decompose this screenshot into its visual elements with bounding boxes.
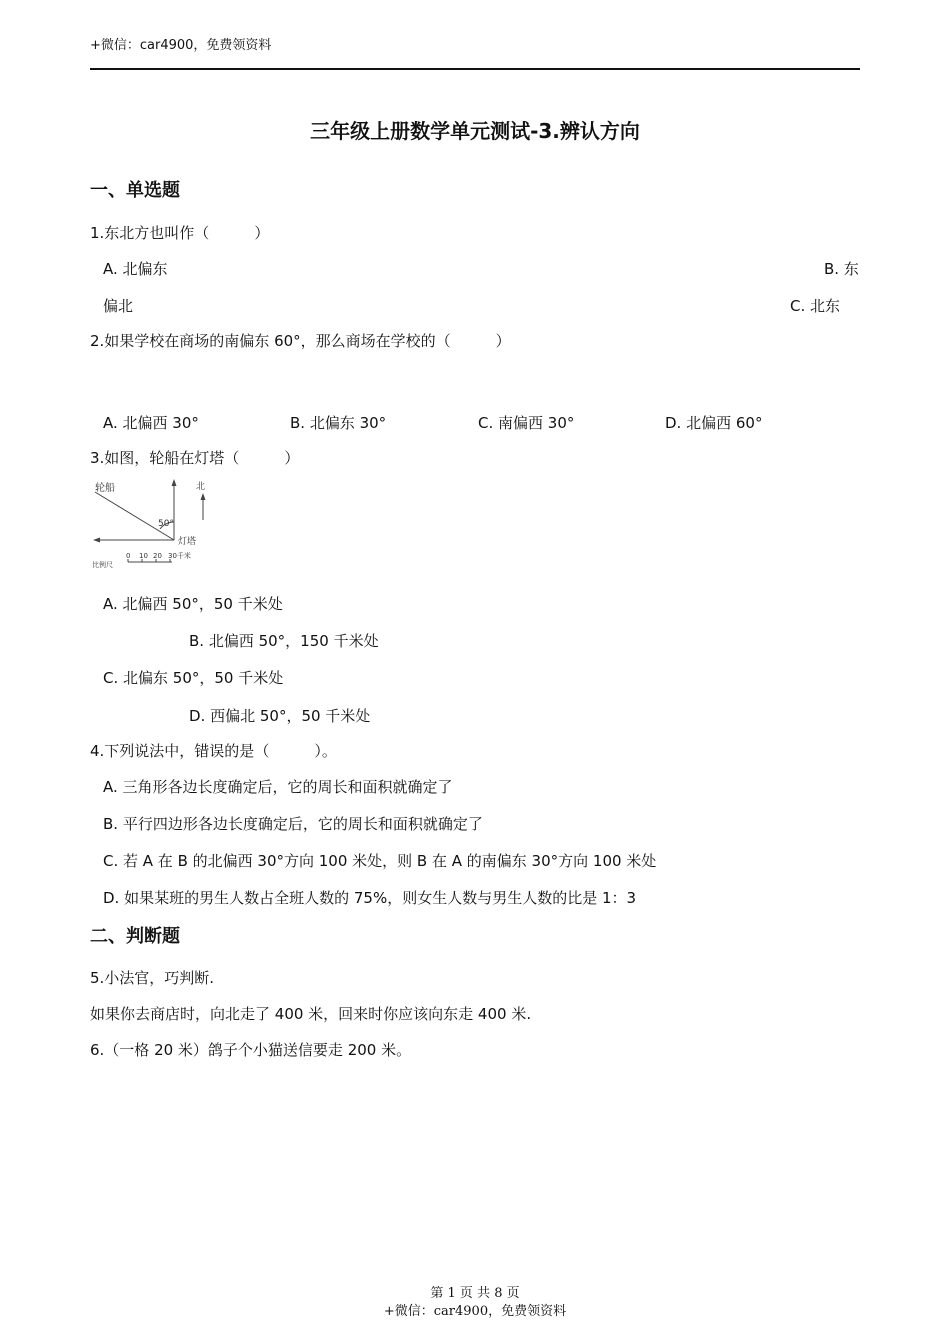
page-header: +微信：car4900，免费领资料	[90, 38, 272, 53]
section-judgement: 二、判断题	[90, 926, 180, 947]
question-4-option-b: B. 平行四边形各边长度确定后，它的周长和面积就确定了	[103, 815, 483, 833]
scale-tick-10: 10	[139, 552, 148, 560]
question-3-option-d: D. 西偏北 50°，50 千米处	[189, 707, 371, 725]
page-footer: +微信：car4900，免费领资料	[383, 1304, 567, 1319]
question-6-stem: 6.（一格 20 米）鸽子个小猫送信要走 200 米。	[90, 1041, 412, 1059]
scale-tick-20: 20	[153, 552, 162, 560]
ship-label: 轮船	[95, 483, 115, 494]
question-4-option-d: D. 如果某班的男生人数占全班人数的 75%，则女生人数与男生人数的比是 1：3	[103, 889, 637, 907]
question-1-option-a: A. 北偏东	[103, 260, 168, 278]
question-4-option-c: C. 若 A 在 B 的北偏西 30°方向 100 米处，则 B 在 A 的南偏东 30°方向 100 米处	[103, 852, 657, 870]
question-2-option-d: D. 北偏西 60°	[665, 414, 763, 432]
scale-tick-30: 30千米	[168, 552, 191, 560]
scale-tick-0: 0	[126, 552, 131, 560]
question-3-option-c: C. 北偏东 50°，50 千米处	[103, 669, 284, 687]
lighthouse-direction-figure	[90, 476, 215, 571]
question-1-option-c: C. 北东	[790, 297, 841, 315]
question-1-option-b-cont: 偏北	[103, 297, 134, 315]
question-4-stem: 4.下列说法中，错误的是（ ）。	[90, 742, 337, 760]
angle-label: 50°	[158, 519, 174, 529]
question-2-option-a: A. 北偏西 30°	[103, 414, 199, 432]
question-2-stem: 2.如果学校在商场的南偏东 60°，那么商场在学校的（ ）	[90, 332, 511, 350]
ship-bearing-line	[95, 492, 174, 540]
page-number: 第 1 页 共 8 页	[430, 1286, 520, 1301]
header-rule	[90, 68, 860, 70]
page-title: 三年级上册数学单元测试-3.辨认方向	[310, 119, 640, 143]
north-label: 北	[196, 482, 206, 492]
section-single-choice: 一、单选题	[90, 180, 180, 201]
question-1-stem: 1.东北方也叫作（ ）	[90, 224, 270, 242]
lighthouse-label: 灯塔	[178, 537, 197, 547]
question-1-option-b: B. 东	[824, 260, 859, 278]
question-3-option-b: B. 北偏西 50°，150 千米处	[189, 632, 379, 650]
question-2-option-b: B. 北偏东 30°	[290, 414, 387, 432]
question-4-option-a: A. 三角形各边长度确定后，它的周长和面积就确定了	[103, 778, 453, 796]
question-2-option-c: C. 南偏西 30°	[478, 414, 575, 432]
question-5-stem: 5.小法官，巧判断.	[90, 969, 215, 987]
question-3-option-a: A. 北偏西 50°，50 千米处	[103, 595, 283, 613]
scale-label: 比例尺	[92, 561, 113, 569]
question-5-body: 如果你去商店时，向北走了 400 米，回来时你应该向东走 400 米.	[90, 1005, 532, 1023]
question-3-stem: 3.如图，轮船在灯塔（ ）	[90, 449, 300, 467]
